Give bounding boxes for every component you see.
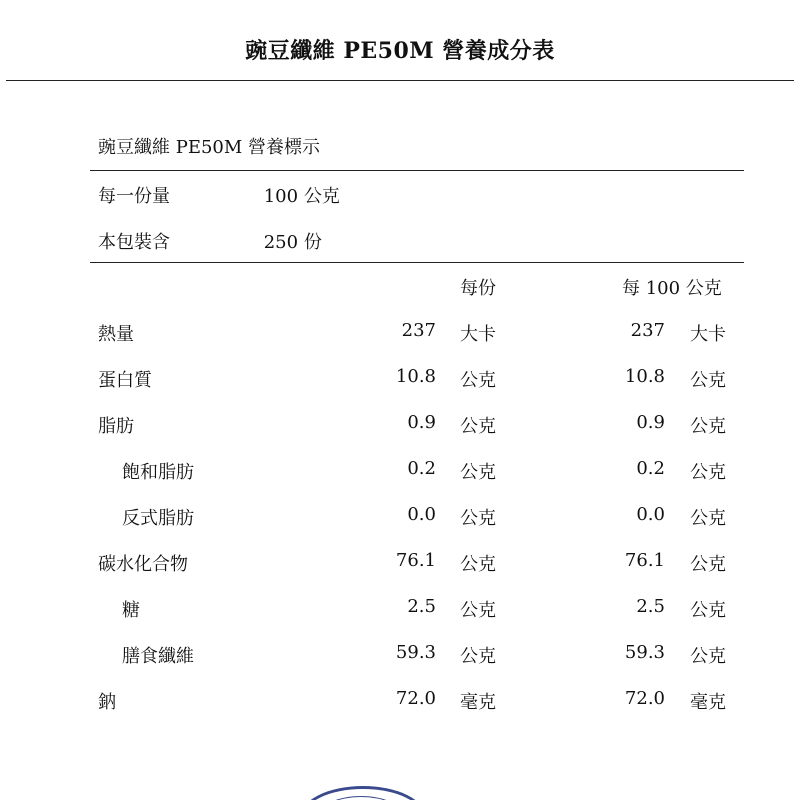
nutrient-row [0,688,800,728]
serving-size-label: 每一份量 [98,186,170,207]
per-serving-unit: 公克 [460,646,496,667]
per-100g-unit: 公克 [690,416,726,437]
nutrient-row [0,596,800,636]
nutrient-name: 熱量 [98,324,134,345]
per-100g-unit: 公克 [690,508,726,529]
nutrient-name: 碳水化合物 [98,554,188,575]
per-100g-value: 76.1 [624,550,665,571]
per-serving-value: 72.0 [395,688,436,709]
per-serving-unit: 公克 [460,416,496,437]
table-top-rule [90,170,744,171]
nutrient-row [0,550,800,590]
servings-per-package-row [98,228,322,254]
per-100g-value: 0.0 [636,504,665,525]
nutrient-name: 飽和脂肪 [122,462,194,483]
column-header-per-serving: 每份 [460,278,496,299]
per-100g-value: 72.0 [624,688,665,709]
per-serving-value: 237 [401,320,436,341]
nutrition-label-heading: 豌豆纖維 PE50M 營養標示 [98,137,321,158]
nutrient-name: 蛋白質 [98,370,152,391]
per-100g-unit: 公克 [690,554,726,575]
nutrient-row [0,504,800,544]
per-serving-unit: 毫克 [460,692,496,713]
per-serving-value: 0.0 [407,504,436,525]
per-serving-unit: 大卡 [460,324,496,345]
per-serving-unit: 公克 [460,370,496,391]
per-serving-value: 76.1 [395,550,436,571]
per-serving-value: 0.2 [407,458,436,479]
serving-size-value: 100 公克 [263,186,340,207]
per-100g-value: 2.5 [636,596,665,617]
servings-per-package-value: 250 份 [263,232,322,253]
per-serving-unit: 公克 [460,462,496,483]
servings-per-package-label: 本包裝含 [98,232,170,253]
per-100g-value: 0.9 [636,412,665,433]
nutrient-row [0,458,800,498]
nutrient-row [0,320,800,360]
per-serving-value: 2.5 [407,596,436,617]
column-header-per-100g: 每 100 公克 [622,278,722,299]
per-serving-unit: 公克 [460,508,496,529]
per-100g-unit: 公克 [690,370,726,391]
per-100g-unit: 毫克 [690,692,726,713]
nutrient-name: 糖 [122,600,140,621]
nutrient-name: 鈉 [98,692,116,713]
per-100g-unit: 公克 [690,600,726,621]
nutrient-row [0,412,800,452]
per-100g-unit: 公克 [690,646,726,667]
per-serving-value: 0.9 [407,412,436,433]
per-100g-value: 59.3 [624,642,665,663]
page-title: 豌豆纖維 PE50M 營養成分表 [245,38,555,64]
nutrient-name: 脂肪 [98,416,134,437]
per-serving-unit: 公克 [460,600,496,621]
table-header-rule [90,262,744,263]
per-100g-unit: 公克 [690,462,726,483]
nutrient-row [0,366,800,406]
nutrient-row [0,642,800,682]
per-serving-value: 10.8 [395,366,436,387]
per-serving-unit: 公克 [460,554,496,575]
per-100g-unit: 大卡 [690,324,726,345]
per-serving-value: 59.3 [395,642,436,663]
nutrient-name: 膳食纖維 [122,646,194,667]
per-100g-value: 0.2 [636,458,665,479]
title-divider [6,80,794,81]
serving-size-row [98,182,340,208]
per-100g-value: 10.8 [624,366,665,387]
per-100g-value: 237 [630,320,665,341]
nutrient-name: 反式脂肪 [122,508,194,529]
